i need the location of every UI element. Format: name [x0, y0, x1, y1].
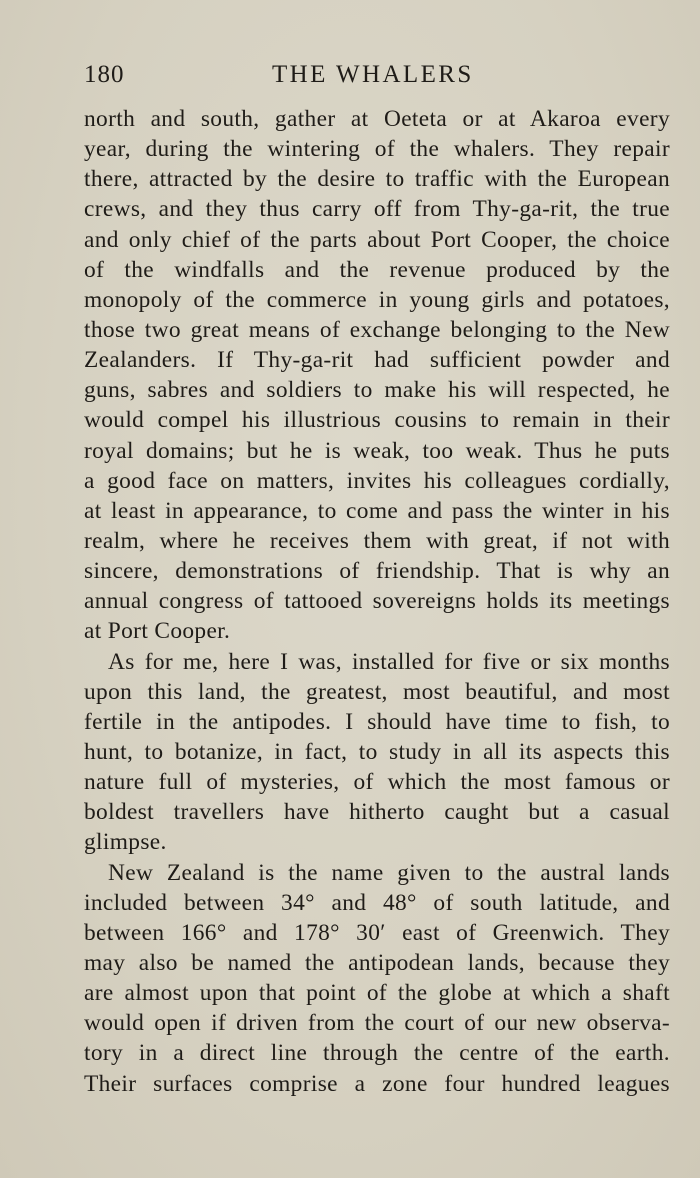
text-line: and only chief of the parts about Port Cooper, the choice: [84, 226, 670, 253]
text-line: at Port Cooper.: [84, 618, 231, 645]
text-line: hunt, to botanize, in fact, to study in all its aspects this: [84, 738, 670, 765]
running-head: [84, 58, 670, 92]
text-line: As for me, here I was, installed for five or six months: [108, 648, 670, 675]
text-line: crews, and they thus carry off from Thy-ga-rit, the true: [84, 196, 670, 223]
text-line: Their surfaces comprise a zone four hundred leagues: [84, 1070, 670, 1097]
text-line: glimpse.: [84, 829, 167, 856]
text-line: tory in a direct line through the centre of the earth.: [84, 1040, 670, 1067]
text-line: upon this land, the greatest, most beautiful, and most: [84, 678, 670, 705]
text-line: Zealanders. If Thy-ga-rit had sufficient powder and: [84, 347, 670, 374]
text-line: may also be named the antipodean lands, because they: [84, 949, 670, 976]
text-line: royal domains; but he is weak, too weak. Thus he puts: [84, 437, 670, 464]
text-line: nature full of mysteries, of which the most famous or: [84, 769, 670, 796]
text-line: a good face on matters, invites his colleagues cordially,: [84, 467, 670, 494]
text-line: at least in appearance, to come and pass the winter in his: [84, 497, 670, 524]
text-line: annual congress of tattooed sovereigns holds its meetings: [84, 588, 670, 615]
text-line: guns, sabres and soldiers to make his will respected, he: [84, 377, 670, 404]
text-line: there, attracted by the desire to traffic with the European: [84, 166, 670, 193]
text-line: boldest travellers have hitherto caught but a casual: [84, 799, 670, 826]
text-line: north and south, gather at Oeteta or at Akaroa every: [84, 106, 670, 132]
text-line: would compel his illustrious cousins to remain in their: [84, 407, 670, 434]
page-number: 180: [84, 61, 125, 88]
text-line: monopoly of the commerce in young girls and potatoes,: [84, 286, 670, 313]
body-text: [84, 104, 670, 1099]
text-line: year, during the wintering of the whalers. They repair: [84, 136, 670, 163]
text-line: would open if driven from the court of our new observa-: [84, 1010, 670, 1037]
text-line: those two great means of exchange belonging to the New: [84, 316, 670, 343]
text-line: sincere, demonstrations of friendship. That is why an: [84, 558, 670, 585]
running-title: THE WHALERS: [272, 61, 474, 88]
text-line: fertile in the antipodes. I should have time to fish, to: [84, 708, 670, 735]
text-line: of the windfalls and the revenue produced by the: [84, 256, 670, 283]
text-line: realm, where he receives them with great, if not with: [84, 527, 670, 554]
text-line: New Zealand is the name given to the austral lands: [108, 859, 670, 886]
text-line: included between 34° and 48° of south latitude, and: [84, 889, 670, 916]
text-line: between 166° and 178° 30′ east of Greenwich. They: [84, 919, 670, 946]
text-line: are almost upon that point of the globe at which a shaft: [84, 980, 670, 1007]
